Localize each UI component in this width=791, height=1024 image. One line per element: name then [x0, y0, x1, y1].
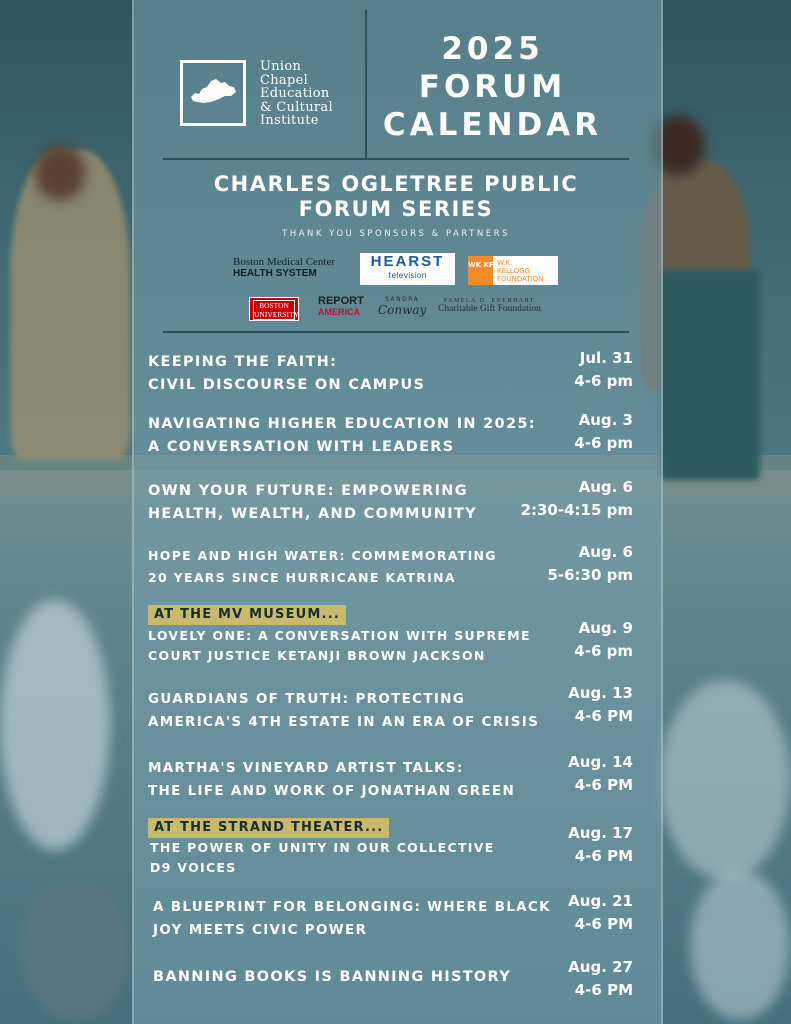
event-title: [148, 351, 425, 397]
sponsor-logo-sandra-conway: [378, 296, 426, 317]
calendar-title: [370, 30, 615, 144]
series-title-line: CHARLES OGLETREE PUBLIC: [213, 172, 579, 196]
event-title-line: HEALTH, WEALTH, AND COMMUNITY: [148, 506, 477, 522]
sponsors-divider: [163, 331, 629, 333]
event-title-line: AMERICA'S 4TH ESTATE IN AN ERA OF CRISIS: [148, 714, 540, 730]
calendar-title-year: 2025: [441, 31, 544, 67]
event-title: [148, 626, 531, 666]
series-title-line: FORUM SERIES: [298, 197, 494, 221]
sponsor-logo-everhart-foundation: [438, 298, 541, 314]
header-horizontal-divider: [163, 158, 629, 160]
event-time: 4-6 PM: [574, 847, 633, 865]
event-date: Jul. 31: [579, 349, 633, 367]
institute-name-line: Union: [260, 59, 302, 74]
background-audience-3: [690, 870, 790, 1020]
event-item: [153, 892, 643, 946]
event-date: Aug. 27: [568, 958, 633, 976]
event-item: [148, 684, 638, 738]
event-title: [148, 545, 497, 589]
event-title-line: NAVIGATING HIGHER EDUCATION IN 2025:: [148, 416, 536, 432]
event-item: [148, 480, 638, 530]
sponsor-text: HEALTH SYSTEM: [233, 268, 317, 279]
background-audience-2: [660, 680, 790, 880]
event-time: 2:30-4:15 pm: [520, 501, 633, 519]
event-date: Aug. 9: [578, 619, 633, 637]
institute-logo: [180, 60, 246, 126]
event-time: 4-6 pm: [574, 372, 633, 390]
event-title-line: COURT JUSTICE KETANJI BROWN JACKSON: [148, 648, 486, 663]
event-title: [148, 480, 477, 526]
sponsor-logo-report-america: [318, 296, 364, 318]
institute-name-line: & Cultural: [260, 99, 333, 115]
event-datetime: [568, 822, 633, 868]
institute-name-line: Institute: [260, 113, 319, 128]
event-item: [153, 958, 643, 1016]
event-title-line: OWN YOUR FUTURE: EMPOWERING: [148, 483, 468, 499]
event-title-line: KEEPING THE FAITH:: [148, 354, 338, 370]
event-datetime: [574, 409, 633, 455]
event-time: 4-6 pm: [574, 434, 633, 452]
sponsor-text-line: BOSTON: [259, 301, 289, 310]
event-date: Aug. 21: [568, 892, 633, 910]
sponsor-text: PAMELA D. EVERHART: [443, 298, 536, 304]
institute-name: [260, 60, 333, 128]
event-time: 4-6 PM: [574, 915, 633, 933]
sponsor-text: HEARST: [370, 253, 445, 270]
event-title-line: D9 VOICES: [150, 860, 237, 875]
event-item: [148, 753, 638, 807]
event-date: Aug. 6: [578, 478, 633, 496]
event-date: Aug. 13: [568, 684, 633, 702]
event-title: [148, 413, 536, 459]
event-time: 4-6 PM: [574, 776, 633, 794]
event-title: [153, 896, 551, 942]
event-title-line: 20 YEARS SINCE HURRICANE KATRINA: [148, 570, 456, 585]
sponsor-text-line: KELLOGG: [497, 267, 530, 275]
event-title-line: THE LIFE AND WORK OF JONATHAN GREEN: [148, 783, 516, 799]
sponsor-text: Charitable Gift Foundation: [438, 304, 541, 314]
event-datetime: [574, 347, 633, 393]
sponsor-text: Conway: [378, 303, 427, 317]
event-title: [148, 688, 539, 734]
event-date: Aug. 3: [578, 411, 633, 429]
event-title-line: LOVELY ONE: A CONVERSATION WITH SUPREME: [148, 628, 531, 643]
event-title-line: JOY MEETS CIVIC POWER: [153, 922, 368, 938]
event-date: Aug. 6: [578, 543, 633, 561]
event-title: [153, 966, 511, 989]
event-title: [150, 838, 495, 878]
event-date: Aug. 14: [568, 753, 633, 771]
sponsor-text: [253, 300, 299, 320]
sponsor-logo-boston-medical-center: [233, 256, 335, 279]
event-title-line: A BLUEPRINT FOR BELONGING: WHERE BLACK: [153, 899, 551, 915]
background-table-cloth: [660, 270, 760, 480]
sponsor-text: REPORT: [318, 295, 364, 307]
venue-badge: AT THE STRAND THEATER...: [148, 818, 389, 838]
event-title-line: THE POWER OF UNITY IN OUR COLLECTIVE: [150, 840, 495, 855]
header-vertical-divider: [365, 10, 367, 160]
event-item: [148, 351, 638, 401]
sponsor-text: AMERICA: [318, 307, 360, 317]
venue-badge: AT THE MV MUSEUM...: [148, 605, 346, 625]
event-time: 5-6:30 pm: [547, 566, 633, 584]
event-datetime: [568, 956, 633, 1002]
sponsor-logo-boston-university: [249, 297, 299, 321]
event-title-line: GUARDIANS OF TRUTH: PROTECTING: [148, 691, 466, 707]
kellogg-mark: WK KF: [468, 256, 493, 285]
sponsor-logo-hearst-television: [360, 253, 455, 285]
event-datetime: [568, 682, 633, 728]
institute-name-line: Education: [260, 86, 330, 101]
event-title-line: A CONVERSATION WITH LEADERS: [148, 439, 455, 455]
sponsor-text-line: W.K.: [497, 259, 513, 267]
event-title-line: MARTHA'S VINEYARD ARTIST TALKS:: [148, 760, 464, 776]
event-item: [148, 413, 638, 463]
event-datetime: [574, 617, 633, 663]
event-title-line: CIVIL DISCOURSE ON CAMPUS: [148, 377, 426, 393]
event-datetime: [521, 476, 633, 522]
event-item: [148, 545, 638, 595]
institute-name-line: Chapel: [260, 72, 309, 88]
sponsor-text-line: UNIVERSITY: [254, 310, 299, 319]
calendar-title-line: FORUM: [418, 69, 567, 105]
background-audience-1: [0, 600, 110, 850]
island-map-icon: [189, 75, 239, 109]
sponsor-text: television: [388, 271, 427, 280]
event-datetime: [547, 541, 633, 587]
event-title-line: BANNING BOOKS IS BANNING HISTORY: [153, 969, 512, 985]
sponsor-text: Boston Medical Center: [233, 256, 336, 268]
event-datetime: [568, 890, 633, 936]
event-time: 4-6 PM: [574, 707, 633, 725]
sponsors-heading: THANK YOU SPONSORS & PARTNERS: [282, 229, 510, 239]
sponsor-text: SANDRA: [385, 296, 420, 303]
event-datetime: [568, 751, 633, 797]
event-title-line: HOPE AND HIGH WATER: COMMEMORATING: [148, 548, 497, 563]
background-audience-4: [20, 880, 130, 1020]
event-time: 4-6 pm: [574, 642, 633, 660]
calendar-title-line: CALENDAR: [382, 107, 603, 143]
event-date: Aug. 17: [568, 824, 633, 842]
sponsor-text: [497, 259, 544, 283]
series-title: [150, 172, 642, 222]
event-item: [148, 619, 638, 670]
event-title: [148, 757, 515, 803]
sponsor-text-line: FOUNDATION: [497, 275, 544, 283]
event-time: 4-6 PM: [574, 981, 633, 999]
background-speaker-left-head: [35, 145, 85, 200]
sponsor-logo-kellogg-foundation: [468, 256, 558, 285]
